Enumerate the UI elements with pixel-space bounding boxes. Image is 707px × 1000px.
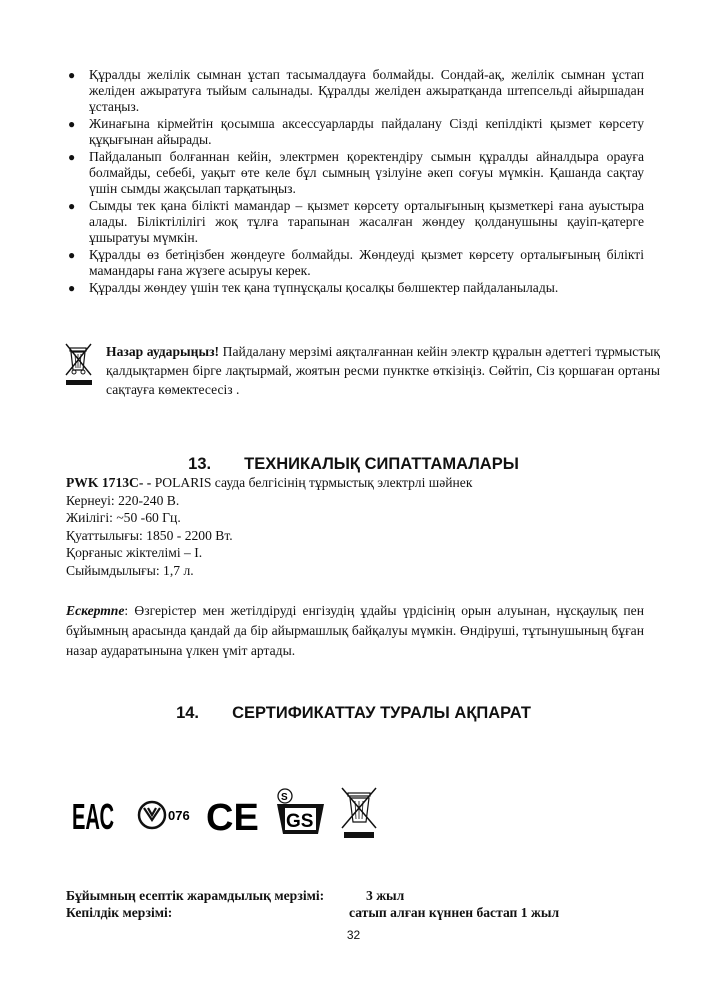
bullet-item: ● Сымды тек қана білікті мамандар – қызмет көрсету орталығының қызметкері ғана ауыстыра алады. Біліктілілігі жоқ тұлға тарапынан жасалған жөндеу қолданушыны қауіп-қатерге ұшыратуы мүмкін. — [68, 198, 644, 245]
ukrsepro-mark-icon — [139, 802, 190, 828]
eac-mark-icon — [72, 796, 114, 837]
bullet-icon: ● — [68, 117, 76, 131]
ce-text: CE — [206, 797, 259, 839]
spec-line: Қуаттылығы: 1850 - 2200 Вт. — [66, 527, 233, 543]
certification-logos — [72, 782, 392, 842]
warranty-info — [66, 887, 666, 921]
spec-model — [66, 474, 472, 492]
section-13-heading — [0, 455, 707, 474]
service-life-value: 3 жыл — [366, 888, 405, 903]
warranty-value: сатып алған күннен бастап 1 жыл — [349, 905, 560, 920]
section-number: 14. — [176, 704, 200, 722]
bullet-icon: ● — [68, 199, 76, 213]
page-number: 32 — [346, 928, 361, 942]
service-life-label: Бұйымның есептік жарамдылық мерзімі: — [66, 888, 325, 903]
bullet-item: ● Құралды желілік сымнан ұстап тасымалдауға болмайды. Сондай-ақ, желілік сымнан ұстап желіден ажыратуға тыйым салынады. Құралды желіден ажыратқанда штепсельді айыршадан ұстаңыз. — [68, 67, 644, 114]
bullet-item: ● Жинағына кірмейтін қосымша аксессуарларды пайдалану Сізді кепілдікті қызмет көрсету құқығынан айырады. — [68, 116, 644, 147]
bullet-item: ● Құралды жөндеу үшін тек қана түпнұсқалы қосалқы бөлшектер пайдаланылады. — [68, 280, 559, 295]
gs-text: GS — [286, 811, 314, 832]
cert-code: 076 — [168, 808, 190, 823]
spec-line: Жиілігі: ~50 -60 Гц. — [66, 510, 181, 525]
spec-line: Сыйымдылығы: 1,7 л. — [66, 562, 194, 578]
warranty-label: Кепілдік мерзімі: — [66, 905, 173, 920]
note-label: Ескертпе — [66, 603, 125, 618]
note-paragraph — [66, 601, 644, 661]
bullet-icon: ● — [68, 68, 76, 82]
notice-text — [106, 342, 660, 399]
technical-specs — [66, 474, 472, 579]
bullet-item: ● Құралды өз бетіңізбен жөндеуге болмайды. Жөндеуді қызмет көрсету орталығының білікті мамандары ғана жүзеге асыруы керек. — [68, 247, 644, 278]
crossed-bin-icon — [64, 342, 94, 388]
section-title: СЕРТИФИКАТТАУ ТУРАЛЫ АҚПАРАТ — [232, 704, 531, 722]
eac-text: ЕАС — [72, 796, 114, 837]
bullet-icon: ● — [68, 248, 76, 262]
bullet-icon: ● — [68, 281, 76, 295]
model-code: PWK 1713C- - — [66, 475, 152, 490]
ce-mark-icon — [206, 797, 259, 839]
note-text: : Өзгерістер мен жетілдіруді енгізудің ұдайы үрдісінің орын алуынан, нұсқаулық пен бұйымның арасында қандай да бір айырмашлық байқалуы мүмкін. Өндіруші, тұтынушының бұған назар аударатынына үлкен үміт артады. — [66, 603, 644, 658]
gs-mark-icon — [277, 789, 324, 834]
warranty-row — [66, 904, 666, 921]
notice-body: Пайдалану мерзімі аяқталғаннан кейін электр құралын әдеттегі тұрмыстық қалдықтармен бірге лақтырмай, жоятын ресми пунктке өткізіңіз. Сөйтіп, Сіз қоршаған ортаны сақтауға көмектесесіз . — [106, 344, 660, 397]
bullet-icon: ● — [68, 150, 76, 164]
service-life-row — [66, 887, 666, 904]
section-number: 13. — [188, 455, 212, 473]
bullet-item: ● Пайдаланып болғаннан кейін, электрмен қоректендіру сымын құралды айналдыра орауға болмайды, себебі, уақыт өте келе бұл сымның үзілуіне әкеп соғуы мүмкін. Қашанда сақтау үшін сымды жақсылап тарқатыңыз. — [68, 149, 644, 196]
crossed-bin-icon — [342, 788, 376, 838]
section-title: ТЕХНИКАЛЫҚ СИПАТТАМАЛАРЫ — [244, 455, 519, 473]
spec-line: Кернеуі: 220-240 В. — [66, 492, 180, 508]
section-14-heading — [0, 704, 707, 723]
notice-title: Назар аударыңыз! — [106, 344, 220, 359]
model-description: POLARIS сауда белгісінің тұрмыстық электрлі шәйнек — [151, 475, 473, 490]
spec-line: Қорғаныс жіктелімі – I. — [66, 545, 203, 560]
svg-text:S: S — [281, 792, 288, 803]
safety-bullet-list — [66, 67, 644, 297]
